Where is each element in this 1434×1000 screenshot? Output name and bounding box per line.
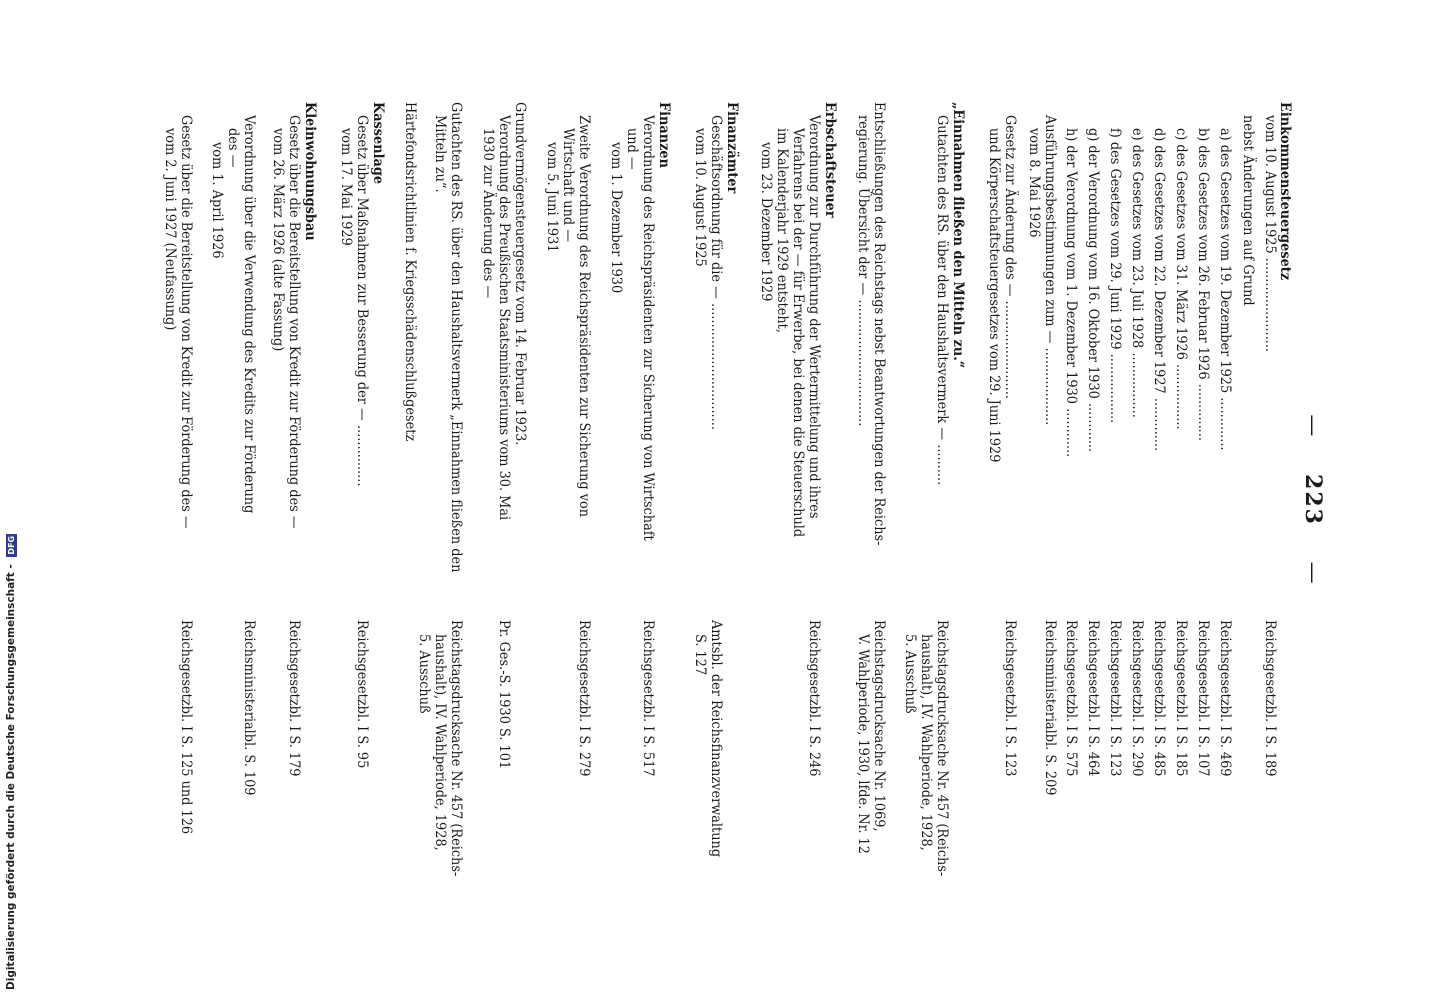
- entry-ref: Reichsgesetzbl. I S. 123: [1002, 620, 1018, 777]
- entry-text: Verordnung über die Verwendung des Kredits zur Förderung: [241, 115, 257, 514]
- entry-ref: 5. Ausschuß: [416, 634, 432, 714]
- entry-text: Wirtschaft und —: [560, 128, 576, 243]
- entry-text: vom 8. Mai 1926: [1026, 128, 1042, 238]
- entry-ref: Reichsministerialbl. S. 209: [1042, 620, 1058, 796]
- entry-ref: S. 127: [692, 634, 708, 676]
- entry-text: Gesetz über die Bereitstellung von Kredit zur Förderung des —: [178, 115, 194, 529]
- entry-text: vom 26. März 1926 (alte Fassung): [270, 128, 286, 352]
- page-number-line: [1300, 0, 1326, 1000]
- entry-text: Entschließungen des Reichstags nebst Beantwortungen der Reichs-: [871, 102, 887, 546]
- page-dash-left: —: [1300, 414, 1325, 439]
- entry-ref: Reichsministerialbl. S. 109: [241, 620, 257, 796]
- entry-text: und Körperschaftsteuergesetzes vom 29. Juni 1929: [986, 128, 1002, 463]
- entry-ref: V. Wahlperiode, 1930, lfde. Nr. 12: [855, 634, 871, 854]
- entry-text: Gutachten des RS. über den Haushaltsvermerk — ..........: [934, 115, 950, 486]
- entry-text: Verordnung zur Durchführung der Wertermittelung und ihres: [806, 115, 822, 519]
- entry-text: „Einnahmen fließen den Mitteln zu.“: [950, 102, 966, 369]
- entry-text: Kassenlage: [370, 102, 386, 185]
- entry-text: Verordnung des Preußischen Staatsministeriums vom 30. Mai: [496, 115, 512, 521]
- credit-text: Digitalisierung gefördert durch die Deutsche Forschungsgemeinschaft -: [5, 564, 17, 990]
- entry-text: g) der Verordnung vom 16. Oktober 1930 ............: [1085, 128, 1101, 453]
- entry-text: Grundvermögensteuergesetz vom 14. Februar 1923.: [512, 102, 528, 446]
- entry-text: regierung. Übersicht der — ...............................: [855, 115, 871, 427]
- dfg-logo: DFG: [7, 535, 16, 555]
- entry-text: c) des Gesetzes vom 31. März 1926 ................: [1173, 128, 1189, 430]
- entry-text: Verfahrens bei der — für Erwerbe, bei denen die Steuerschuld: [790, 128, 806, 538]
- entry-text: nebst Änderungen auf Grund: [1240, 115, 1256, 306]
- entry-text: e) des Gesetzes vom 23. Juli 1928 ................: [1129, 128, 1145, 418]
- entry-text: Geschäftsordnung für die — ...............................: [708, 115, 724, 430]
- entry-text: vom 5. Juni 1931: [544, 142, 560, 253]
- entry-ref: haushalt), IV. Wahlperiode, 1928,: [432, 634, 448, 851]
- entry-text: des —: [225, 128, 241, 168]
- entry-ref: Reichsgesetzbl. I S. 189: [1262, 620, 1278, 777]
- entry-text: Härtefondsrichtlinien f. Kriegsschädenschlußgesetz: [402, 102, 418, 442]
- entry-text: und —: [624, 128, 640, 170]
- entry-text: f) des Gesetzes vom 29. Juni 1929 .................: [1107, 128, 1123, 424]
- entry-text: Gutachten des RS. über den Haushaltsvermerk „Einnahmen fließen den: [448, 102, 464, 573]
- entry-text: Erbschaftsteuer: [822, 102, 838, 218]
- entry-text: vom 10. August 1925: [692, 128, 708, 267]
- entry-text: Gesetz über Maßnahmen zur Besserung der — ...............: [354, 115, 370, 487]
- digitization-credit: [4, 535, 18, 990]
- entry-text: vom 10. August 1925 .......................: [1262, 115, 1278, 352]
- entry-text: vom 23. Dezember 1929: [758, 142, 774, 302]
- entry-ref: haushalt), IV. Wahlperiode, 1928,: [918, 634, 934, 851]
- page-number: 223: [1300, 474, 1326, 526]
- entry-ref: Reichsgesetzbl. I S. 575: [1063, 620, 1079, 777]
- entry-text: b) des Gesetzes vom 26. Februar 1926 ..............: [1195, 128, 1211, 441]
- entry-text: Kleinwohnungsbau: [302, 102, 318, 241]
- entry-ref: Reichstagsdrucksache Nr. 1069,: [871, 620, 887, 832]
- entry-ref: Reichsgesetzbl. I S. 290: [1129, 620, 1145, 777]
- entry-text: Zweite Verordnung des Reichspräsidenten zur Sicherung von: [576, 115, 592, 517]
- entry-ref: Amtsbl. der Reichsfinanzverwaltung: [708, 620, 724, 858]
- entry-text: h) der Verordnung vom 1. Dezember 1930 ............: [1063, 128, 1079, 458]
- entry-ref: Reichsgesetzbl. I S. 107: [1195, 620, 1211, 777]
- entry-ref: Reichsgesetzbl. I S. 179: [286, 620, 302, 777]
- entry-text: Gesetz über die Bereitstellung von Kredit zur Förderung des —: [286, 115, 302, 529]
- entry-ref: Reichsgesetzbl. I S. 279: [576, 620, 592, 777]
- entry-text: vom 2. Juni 1927 (Neufassung): [162, 128, 178, 331]
- entry-ref: Reichsgesetzbl. I S. 469: [1217, 620, 1233, 777]
- entry-ref: Pr. Ges.-S. 1930 S. 101: [496, 620, 512, 770]
- entry-ref: Reichsgesetzbl. I S. 464: [1085, 620, 1101, 777]
- entry-text: Gesetz zur Änderung des — ........................: [1002, 115, 1018, 399]
- entry-ref: Reichstagsdrucksache Nr. 457 (Reichs-: [934, 620, 950, 877]
- entry-ref: 5. Ausschuß: [902, 634, 918, 714]
- entry-ref: Reichsgesetzbl. I S. 485: [1151, 620, 1167, 777]
- entry-text: Mitteln zu“.: [432, 115, 448, 193]
- entry-ref: Reichsgesetzbl. I S. 185: [1173, 620, 1189, 777]
- entry-ref: Reichsgesetzbl. I S. 95: [354, 620, 370, 769]
- entry-ref: Reichsgesetzbl. I S. 517: [640, 620, 656, 777]
- entry-ref: Reichsgesetzbl. I S. 125 und 126: [178, 620, 194, 835]
- entry-ref: Reichsgesetzbl. I S. 246: [806, 620, 822, 777]
- entry-text: Finanzämter: [724, 102, 740, 194]
- entry-text: 1930 zur Änderung des —: [480, 128, 496, 299]
- entry-text: im Kalenderjahr 1929 entsteht,: [774, 128, 790, 333]
- page-dash-right: —: [1300, 561, 1325, 586]
- entry-text: a) des Gesetzes vom 19. Dezember 1925 .............: [1217, 128, 1233, 451]
- entry-text: vom 1. Dezember 1930: [608, 142, 624, 294]
- entry-ref: Reichstagsdrucksache Nr. 457 (Reichs-: [448, 620, 464, 877]
- entry-text: d) des Gesetzes vom 22. Dezember 1927 .............: [1151, 128, 1167, 452]
- entry-ref: Reichsgesetzbl. I S. 123: [1107, 620, 1123, 777]
- entry-text: vom 17. Mai 1929: [338, 128, 354, 246]
- entry-text: Ausführungsbestimmungen zum — ...................: [1042, 115, 1058, 426]
- entry-text: Einkommensteuergesetz: [1277, 102, 1293, 281]
- entry-text: Finanzen: [656, 102, 672, 168]
- entry-text: Verordnung des Reichspräsidenten zur Sicherung von Wirtschaft: [640, 115, 656, 541]
- entry-text: vom 1. April 1926: [209, 142, 225, 259]
